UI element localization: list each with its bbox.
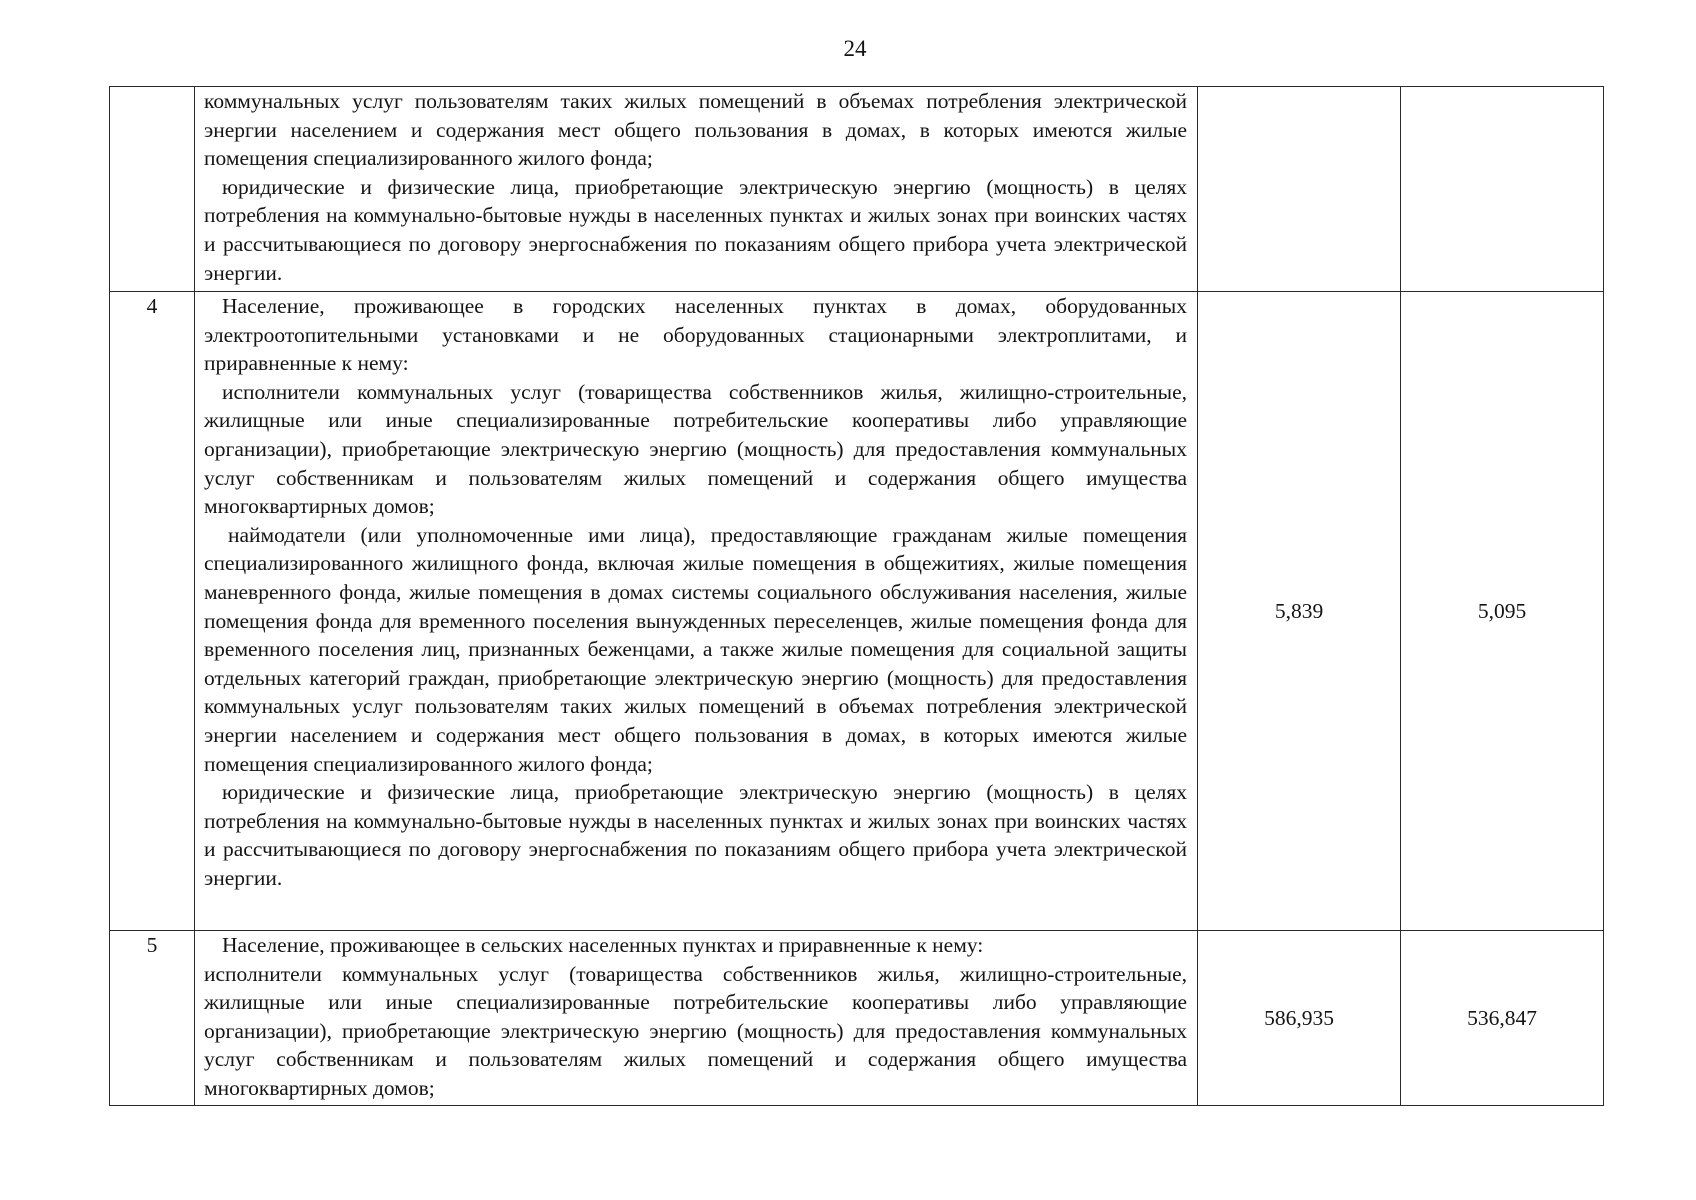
value-cell-2 [1401, 87, 1604, 292]
row-number-cell: 5 [110, 931, 195, 1106]
value-cell-1: 586,935 [1198, 931, 1401, 1106]
page-number: 24 [843, 36, 867, 61]
description-paragraph: коммунальных услуг пользователям таких жилых помещений в объемах потребления электрической энергии населением и содержания мест общего пользования в домах, в которых имеются жилые помещения специализированного жилого фонда; [204, 89, 1187, 171]
description-cell [195, 292, 1198, 931]
table-row [110, 292, 1604, 931]
value-cell-1: 5,839 [1198, 292, 1401, 931]
row-number-cell: 4 [110, 292, 195, 931]
row-number-cell [110, 87, 195, 292]
tariff-table [109, 86, 1604, 1106]
value-cell-2: 5,095 [1401, 292, 1604, 931]
description-cell [195, 931, 1198, 1106]
table-row [110, 87, 1604, 292]
description-paragraph: наймодатели (или уполномоченные ими лица), предоставляющие гражданам жилые помещения специализированного жилищного фонда, включая жилые помещения в общежитиях, жилые помещения маневренного фонда, жилые помещения в домах системы социального обслуживания населения, жилые помещения фонда для временного поселения вынужденных переселенцев, жилые помещения фонда для временного поселения лиц, признанных беженцами, а также жилые помещения для социальной защиты отдельных категорий граждан, приобретающие электрическую энергию (мощность) для предоставления коммунальных услуг пользователям таких жилых помещений в объемах потребления электрической энергии населением и содержания мест общего пользования в домах, в которых имеются жилые помещения специализированного жилого фонда; [204, 522, 1187, 776]
description-cell [195, 87, 1198, 292]
description-paragraph: исполнители коммунальных услуг (товарищества собственников жилья, жилищно-строительные, жилищные или иные специализированные потребительские кооперативы либо управляющие организации), приобретающие электрическую энергию (мощность) для предоставления коммунальных услуг собственникам и пользователям жилых помещений и содержания общего имущества многоквартирных домов; [204, 961, 1187, 1100]
description-paragraph: юридические и физические лица, приобретающие электрическую энергию (мощность) в целях потребления на коммунально-бытовые нужды в населенных пунктах и жилых зонах при воинских частях и рассчитывающиеся по договору энергоснабжения по показаниям общего прибора учета электрической энергии. [204, 780, 1187, 890]
value-cell-1 [1198, 87, 1401, 292]
description-paragraph: юридические и физические лица, приобретающие электрическую энергию (мощность) в целях потребления на коммунально-бытовые нужды в населенных пунктах и жилых зонах при воинских частях и рассчитывающиеся по договору энергоснабжения по показаниям общего прибора учета электрической энергии. [204, 174, 1187, 285]
description-paragraph: Население, проживающее в сельских населенных пунктах и приравненные к нему: [222, 933, 984, 957]
value-cell-2: 536,847 [1401, 931, 1604, 1106]
description-paragraph: Население, проживающее в городских населенных пунктах в домах, оборудованных электроотопительными установками и не оборудованных стационарными электроплитами, и приравненные к нему: [204, 294, 1187, 376]
description-paragraph: исполнители коммунальных услуг (товарищества собственников жилья, жилищно-строительные, жилищные или иные специализированные потребительские кооперативы либо управляющие организации), приобретающие электрическую энергию (мощность) для предоставления коммунальных услуг собственникам и пользователям жилых помещений и содержания общего имущества многоквартирных домов; [204, 379, 1187, 519]
table-row [110, 931, 1604, 1106]
